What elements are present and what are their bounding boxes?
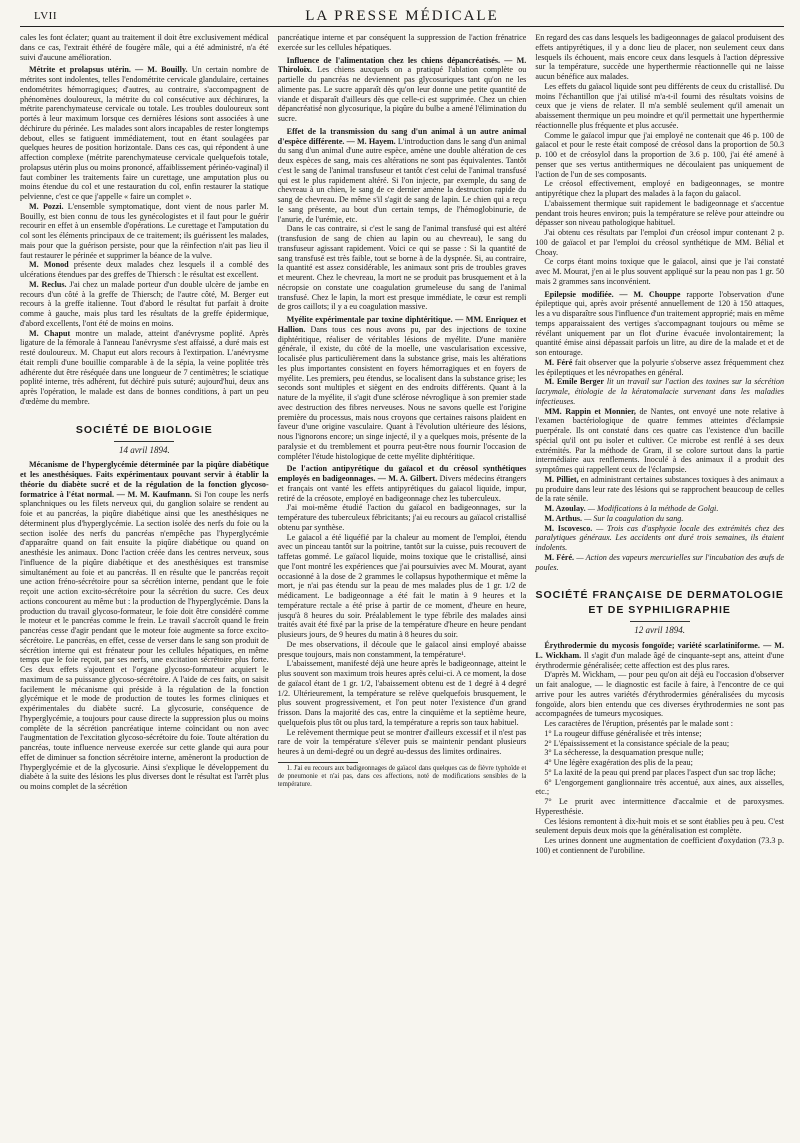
report-title: M. Arthus.: [544, 513, 583, 523]
report-title: MM. Rappin et Monnier,: [544, 406, 636, 416]
report-title: M. Monod: [29, 260, 69, 270]
list-item: 1° La rougeur diffuse généralisée et très intense;: [544, 728, 702, 738]
paragraph: Le gaïacol a été liquéfié par la chaleur au moment de l'emploi, étendu avec un pinceau tantôt sur la poitrine, tantôt sur la cuisse, puis recouvert de taffetas gommé. Le gaïacol liquide, moins toxique que le cristallisé, ainsi que l'ont montré les expériences que j'ai poursuivies avec M. Mourat, ayant occasionné à la dose de 2 grammes le collapsus hypothermique et même la mort, je n'ai pas étendu sur la peau de mes malades plus de 1 gr. 1/2 de médicament. Le badigeonnage a été fait le matin à 9 heures et la température rectale a été prise à partir de ce moment, d'heure en heure, jusqu'à 8 heures du soir. Préalablement le type fébrile des malades ainsi traités avait été fixé par la prise de la température d'heure en heure pendant plusieurs jours, de 9 heures du matin à 8 heures du soir.: [277, 532, 527, 639]
list-item: 2° L'épaississement et la consistance spéciale de la peau;: [544, 738, 730, 748]
list-item: 7° Le prurit avec intermittence d'accalmie et de paroxysmes. Hyperesthésie.: [535, 797, 784, 816]
paragraph-text: — Action des vapeurs mercurielles sur l'incubation des œufs de poules.: [535, 552, 784, 572]
paragraph: Le créosol effectivement, employé en badigeonnages, se montre antipyrétique chez la plupart des malades à la façon du gaïacol.: [535, 179, 784, 198]
section-rule: [114, 441, 174, 442]
paragraph: J'ai moi-même étudié l'action du gaïacol en badigeonnages, sur la température des tuberculeux fébricitants; j'ai eu recours au gaïacol cristallisé obtenu par synthèse.: [277, 503, 527, 532]
paragraph: L'abaissement, manifesté déjà une heure après le badigeonnage, atteint le plus souvent son maximum trois heures après celui-ci. A ce moment, la dose de gaïacol étant de 1 gr. 1/2, l'abaissement obtenu est de 1 degré à 4 degré 1/2. Ultérieurement, la température se relève quelquefois brusquement, le plus souvent progressivement, et l'on peut noter l'existence d'un grand frisson. Dans la majorité des cas, entre la cinquième et la septième heure, quelquefois plus tôt ou plus tard, la température a repris son taux habituel.: [277, 659, 527, 727]
paragraph-text: Il s'agit d'un malade âgé de cinquante-sept ans, atteint d'une érythrodermie généralisée; cette affection est des plus rares.: [535, 650, 784, 670]
paragraph: [278, 464, 527, 503]
paragraph: J'ai obtenu ces résultats par l'emploi d'un créosol impur contenant 2 p. 100 de gaïacol et par l'emploi du créosol synthétique de MM. Bélial et Choay.: [535, 228, 784, 257]
column-3: [535, 33, 784, 1138]
report-title: M. Reclus.: [29, 279, 67, 289]
paragraph: Ces lésions remontent à dix-huit mois et se sont établies peu à peu. C'est seulement depuis deux mois que la généralisation est complète.: [535, 816, 784, 836]
paragraph: [535, 504, 784, 514]
paragraph: Les urines donnent une augmentation de coefficient d'oxydation (73.3 p. 100) et contiennent de l'urobiline.: [535, 836, 784, 855]
report-title: M. Pozzi.: [29, 201, 64, 211]
paragraph-text: — Modifications à la méthode de Golgi.: [587, 504, 719, 513]
list-item: 5° La laxité de la peau qui prend par places l'aspect d'un sac trop lâche;: [544, 767, 776, 777]
paragraph: [535, 290, 784, 358]
paragraph: [535, 475, 784, 504]
paragraph: Dans le cas contraire, si c'est le sang de l'animal transfusé qui est altéré (transfusion de sang de chien au lapin ou au chevreau), le sang du transfuseur agissant rapidement. Voici ce qui se passe : Si la quantité de sang transfusé est très faible, tout se borne à de la dyspnée. Si, au contraire, la quantité est assez considérable, les animaux sont pris de troubles graves et meurent. Chez le chevreau, la mort ne se produit pas brusquement et à la nécropsie on constate une coagulation grumeleuse du sang de l'animal transfusé. Chez le lapin, la mort est presque immédiate, le cœur est rempli de gros caillots; il y a eu coagulation massive.: [277, 224, 527, 312]
report-title: M. Emile Berger: [544, 377, 604, 387]
paragraph-text: J'ai chez un malade porteur d'un double ulcère de jambe en recours d'un côté à la greffe de Thiersch; de l'autre côté, M. Berger eut recours à la greffe italienne. Tout d'abord le résultat fut parfait à droite comme à gauche, mais plus tard les résultats de la greffe épidermique, d'abord excellents, l'ont été de moins en moins.: [20, 279, 269, 328]
paragraph: [20, 202, 269, 261]
section-date: 12 avril 1894.: [634, 625, 686, 636]
paragraph-text: L'introduction dans le sang d'un animal du sang d'un animal d'une autre espèce, amène une double altération de ces deux espèces de sang, mais ces altérations ne sont pas équivalentes. Tantôt c'est le sang de l'animal transfuseur et tantôt c'est celui de l'animal transfusé qui est le plus rapidement altéré. Si l'on injecte, par exemple, du sang de chevreau à un chien, le sang de ce dernier amène la destruction rapide du sang de chevreau. De même s'il s'agit de sang de lapin. Le chien qui a reçu le sang présente, au bout d'un certain temps, de l'hémoglobinurie, de l'anurie, de l'urémie, etc.: [277, 136, 527, 224]
column-2: [278, 33, 527, 1138]
report-title: Mécanisme de l'hyperglycémie déterminée par la piqûre diabétique et les anesthésiques. Faits expérimentaux pouvant servir à établir la théorie du diabète sucré et de la régulation de la fonction glycoso-formatrice à l'état normal. — M. M. Kaufmann.: [20, 460, 269, 499]
paragraph: Les effets du gaïacol liquide sont peu différents de ceux du cristallisé. Du moins l'échantillon que j'ai utilisé m'a-t-il fourni des résultats voisins de ceux que je viens de relater. Il m'a semblé seulement qu'il amenait un abaissement thermique un peu moindre et qu'il permettait une hyperthermie réactionnelle plus fréquente et plus accusée.: [535, 81, 784, 130]
paragraph: [20, 460, 269, 792]
paragraph: [535, 358, 784, 378]
report-title: Érythrodermie du mycosis fongoïde; variété scarlatiniforme. — M. L. Wickham.: [535, 641, 784, 660]
paragraph: [20, 280, 269, 329]
paragraph: D'après M. Wickham, — pour peu qu'on ait déjà eu l'occasion d'observer un fait analogue, — le diagnostic est facile à faire, à l'encontre de ce qui arrive pour les autres variétés d'érythrodermies généralisées du mycosis fongoïde, alors bien entendu que ces diverses érythrodermies ne sont pas accompagnées de tumeurs mycosiques.: [535, 670, 784, 719]
report-title: Effet de la transmission du sang d'un animal à un autre animal d'espèce différente. — M. Hayem.: [277, 126, 527, 146]
report-title: M. Chaput: [29, 328, 71, 338]
section-title: SOCIÉTÉ FRANÇAISE DE DERMATOLOGIE: [535, 589, 784, 602]
paragraph: [535, 524, 784, 553]
paragraph: cales les font éclater; quant au traitement il doit être exclusivement médical dans ce cas, l'extrait éthéré de fougère mâle, qui a été administré, n'a été suivi d'aucune amélioration.: [20, 33, 269, 62]
list-item: 3° La sécheresse, la desquamation presque nulle;: [544, 748, 704, 758]
paragraph-text: Les chiens auxquels on a pratiqué l'ablation complète ou partielle du pancréas ne deviennent pas glycosuriques tant qu'on ne les alimente pas. Le sucre apparaît dès qu'on leur donne une petite quantité de viande et disparaît d'ailleurs dès que celle-ci est supprimée. Chez un chien dépancréatisé non glycosurique, la piqûre du bulbe a amené l'élimination du sucre.: [277, 65, 527, 123]
section-rule: [630, 621, 690, 622]
report-title: Epilepsie modifiée. — M. Chouppe: [544, 289, 681, 299]
paragraph-text: fait observer que la polyurie s'observe assez fréquemment chez les épileptiques et les névropathes en général.: [535, 357, 784, 377]
paragraph: [535, 377, 784, 406]
paragraph-text: — Trois cas d'asphyxie locale des extrémités chez des paralytiques généraux. Les accidents ont duré trois semaines, ils étaient indolents.: [535, 523, 784, 552]
paragraph-text: Si l'on coupe les nerfs splanchniques ou les filets nerveux qui, du ganglion solaire se rendent au foie et au pancréas, la piqûre diabétique ainsi que les anesthésiques ne déterminent plus d'hyperglycémie. La section isolée des nerfs du foie ou la section isolée des nerfs du pancréas n'empêche pas l'hyperglycémie d'apparaître quand on fait ensuite la piqûre diabétique ou quand on anesthésie les animaux. Donc l'action créée dans les centres nerveux, sous l'influence de la piqûre diabétique et des anesthésiques est transmise simultanément au foie et au pancréas. Il en résulte que le pancréas reçoit une action fréno-sécrétoire pour sa sécrétion interne, pendant que le foie reçoit une action excito-sécrétoire pour la sécrétion du sucre. Ces deux actions concourent au même but : la production de l'hyperglycémie. Dans la production du travail glycoso-formateur, le foie doit être considéré comme le moteur et le pancréas comme le frein. Le travail s'accroît quand le frein pancréas cesse d'agir pendant que le moteur foie augmente sa force excito-sécrétoire. Le pancréas, en effet, cesse de verser dans le sang son produit de sécrétion interne qui est frénateur pour les cellules hépatiques, en même temps que le foie reçoit, par ses nerfs, une excitation sécrétoire plus forte. Ces deux effets s'ajoutent et l'organe glycoso-formateur acquiert le maximum de sa puissance glycoso-sécrétoire. A l'aide de ces faits, on saisit facilement le mécanisme qui préside à la régulation de la fonction glycémique et le mode de production de toutes les formes cliniques et expérimentales du diabète sucré. La glycosurie, conséquence de l'hyperglycémie, a toujours pour cause directe la suppression plus ou moins complète de la sécrétion pancréatique interne coïncidant ou non avec l'augmentation de l'excitation glycoso-sécrétoire du foie. Toute altération du pancréas, toute influence nerveuse exercée sur cette glande qui aura pour effet de diminuer sa fonction sécrétoire interne, amèneront la production de l'hyperglycémie et de la glycosurie. Ainsi s'explique le développement du diabète à la suite des lésions les plus diverses dont le résultat est l'arrêt plus ou moins complet de la sécrétion: [20, 489, 269, 791]
paragraph: [278, 56, 527, 124]
paragraph: [278, 127, 527, 225]
report-title: Myélite expérimentale par toxine diphtéritique. — MM. Enriquez et Hallion.: [277, 315, 527, 334]
paragraph: [20, 260, 269, 280]
report-title: De l'action antipyrétique du gaïacol et du créosol synthétiques employés en badigeonnages. — M. A. Gilbert.: [277, 464, 527, 483]
paragraph: [535, 641, 784, 670]
paragraph: De mes observations, il découle que le gaïacol ainsi employé abaisse presque toujours, mais non constamment, la température¹.: [277, 639, 527, 659]
list-item: 6° L'engorgement ganglionnaire très accentué, aux aines, aux aisselles, etc.;: [535, 777, 784, 797]
report-title: M. Féré: [544, 357, 573, 367]
section-title: SOCIÉTÉ DE BIOLOGIE: [75, 423, 213, 436]
paragraph: [20, 329, 269, 407]
paragraph: [535, 407, 784, 475]
report-title: Influence de l'alimentation chez les chiens dépancréatisés. — M. Thiroloix.: [277, 55, 527, 75]
paragraph-text: de Nantes, ont envoyé une note relative à l'examen bactériologique de quatre femmes atteintes d'éclampsie puerpérale. Ils ont constaté dans ces quatre cas l'existence d'un bacille spécial qu'il ont pu isoler et cultiver. Ce microbe est renflé à ses deux extrémités. Par la méthode de Gram, il se colore surtout dans la partie intermédiaire aux renflements. Inoculé à des animaux il a produit des symptômes qui rappellent ceux de l'éclampsie.: [535, 406, 784, 474]
footnote: 1. J'ai eu recours aux badigeonnages de gaïacol dans quelques cas de fièvre typhoïde et de pneumonie et n'ai pas, dans ces affections, noté de modifications sensibles de la température.: [277, 764, 527, 788]
section-title: ET DE SYPHILIGRAPHIE: [588, 604, 731, 617]
columns: [20, 33, 784, 1138]
paragraph-text: rapporte l'observation d'une épileptique qui, après avoir présenté annuellement de 120 à 150 attaques, les a vu disparaître sous l'influence d'un traitement approprié; mais en même temps apparaissaient des vertiges s'accompagnant toujours ou même se révélant uniquement par un flot d'urine évacuée involontairement; la quantité émise ainsi dépassait parfois un litre, au dire de la malade et et de son entourage.: [535, 289, 784, 357]
column-1: [20, 33, 269, 1138]
report-title: M. Azoulay.: [544, 504, 586, 513]
paragraph-text: lit un travail sur l'action des toxines sur la sécrétion lacrymale, étiologie de la kératomalacie survenant dans les maladies infectieuses.: [535, 377, 784, 406]
paragraph: [20, 65, 269, 202]
paragraph: Les caractères de l'éruption, présentés par le malade sont :: [544, 719, 734, 728]
paragraph-text: Divers médecins étrangers et français ont vanté les effets antipyrétiques du gaïacol liquide, impur, retiré de la créosote, employé en badigeonnage chez les tuberculeux.: [277, 474, 527, 503]
section-date: 14 avril 1894.: [118, 444, 170, 455]
paragraph-text: L'ensemble symptomatique, dont vient de nous parler M. Bouilly, est bien connu de tous les gynécologistes et il faut pour le guérir recourir en effet à un ensemble d'opérations. Le curettage et l'amputation du col sont les éléments principaux de ce traitement; ils guérissent les malades, mais pour que la guérison persiste, pour que la réinfection n'ait pas lieu il faut restaurer le périnée et supprimer la béance de la vulve.: [20, 201, 269, 260]
paragraph-text: — Sur la coagulation du sang.: [584, 513, 684, 523]
paragraph: [535, 514, 784, 524]
report-title: M. Iscovesco.: [544, 523, 593, 533]
report-title: M. Féré.: [544, 552, 575, 562]
paragraph: [535, 553, 784, 573]
paragraph-text: en administrant certaines substances toxiques à des animaux a pu produire dans leur rate des lésions qui se rapprochent beaucoup de celles de la rate sénile.: [535, 474, 784, 504]
paragraph: Comme le gaïacol impur que j'ai employé ne contenait que 46 p. 100 de gaïacol et pour le reste était composé de créosol dans la proportion de 50.3 p. 100 et de créosylol dans la proportion de 3.6 p. 100, j'ai été amené à penser que ses vertus antithermiques ne découlaient pas uniquement de l'action de l'un de ses composants.: [535, 130, 784, 179]
paragraph: En regard des cas dans lesquels les badigeonnages de gaïacol produisent des effets antipyrétiques, il y a donc lieu de placer, non seulement ceux dans lesquels ils échouent, mais encore ceux dans lesquels à l'action dépressive sur la température, succède une hyperthermie réactionnelle qui ne laisse aucun bénéfice aux malades.: [535, 33, 784, 81]
journal-title: LA PRESSE MÉDICALE: [305, 8, 499, 24]
paragraph-text: Un certain nombre de métrites sont indolentes, telles l'endométrite cervicale glandulaire, certaines endométrites hémorragiques; d'autres, au contraire, s'accompagnent de phénomènes douloureux, la métrite du col consécutive aux déchirures, la métrite parenchymateuse cervicale ou totale. Les troubles douloureux sont portés à leur maximum lorsque ces dernières lésions sont associées à une déchirure du périnée. Les malades sont alors incapables de rester longtemps debout, elles se fatiguent immédiatement, tout en étant soulagées par quelques heures de position horizontale. Dans ces cas, qui répondent à une affection complexe (métrite parenchymateuse cervicale quelquefois totale, prolapsus utérin plus ou moins prononcé, affaiblissement périnéo-vaginal) il faut combiner les traitements faire un curettage, une amputation plus ou moins étendue du col et une restauration du col, enfin restaurer la statique pelvienne, c'est ce que j'appelle « faire un complet ».: [20, 65, 269, 201]
paragraph-text: présente deux malades chez lesquels il a comblé des ulcérations étendues par des greffes de Thiersch : le résultat est excellent.: [20, 260, 269, 279]
paragraph: pancréatique interne et par conséquent la suppression de l'action frénatrice exercée sur les cellules hépatiques.: [277, 33, 527, 52]
paragraph-text: Dans tous ces nous avons pu, par des injections de toxine diphtéritique, réaliser de véritables lésions de myélite. D'une manière générale, il existe, du côté de la moelle, une vascularisation excessive, localisée plus particulièrement dans la substance grise, mais les altérations les plus importantes consistent en foyers hémorragiques et en foyers de myélite. Les premiers, peu étendus, se localisent dans la substance grise; les seconds sont multiples et siègent en des endroits différents. Quant à la nature de la myélite, il s'agit d'une sclérose névroglique à son premier stade avec destruction des fibres nerveuses. Nous ne savons quelle est l'origine première du processus, mais nous croyons que certaines raisons plaident en faveur d'une origine vasculaire. Quant à l'évolution ultérieure des lésions, nous l'ignorons encore; un singe injecté, il y a quelques mois, présente de la paralysie et du tremblement et pourra peut-être nous fournir l'occasion de compléter l'étude histologique de cette myélite diphtéritique.: [277, 324, 527, 461]
paragraph: L'abaissement thermique suit rapidement le badigeonnage et s'accentue pendant trois heures environ; puis la température se relève pour atteindre ou dépasser son niveau pathologique habituel.: [535, 198, 784, 228]
paragraph: [278, 315, 527, 461]
page-header: [20, 6, 784, 27]
page-number: LVII: [34, 10, 57, 22]
paragraph: Ce corps étant moins toxique que le gaïacol, ainsi que je l'ai constaté avec M. Mourat, j'en ai le plus souvent appliqué sur la peau non pas 1 gr. 50 mais 2 grammes sans inconvénient.: [535, 257, 784, 286]
paragraph-text: montre un malade, atteint d'anévrysme poplité. Après ligature de la fémorale à l'anneau l'anévrysme s'est affaissé, a duré mais est resté douloureux. M. Chaput eut alors recours à l'extirpation. L'anévrysme était rempli d'une bouillie comparable à de la sépia, la veine poplitée très adhérente dut être réséquée dans une longueur de 7 centimètres; le sciatique poplité interne, très adhérent, fut déchiré puis suturé; aujourd'hui, deux ans après l'opération, le malade est dans de bonnes conditions, à part un peu d'œdème du membre.: [20, 328, 269, 406]
paragraph: Le relèvement thermique peut se montrer d'ailleurs excessif et il n'est pas rare de voir la température s'élever puis se maintenir pendant plusieurs heures à un demi-degré ou un degré au-dessus des limites ordinaires.: [277, 727, 527, 756]
list-item: 4° Une légère exagération des plis de la peau;: [544, 758, 693, 767]
report-title: M. Pilliet,: [544, 474, 579, 484]
report-title: Métrite et prolapsus utérin. — M. Bouilly.: [29, 65, 188, 75]
footnote-rule: [278, 762, 358, 763]
